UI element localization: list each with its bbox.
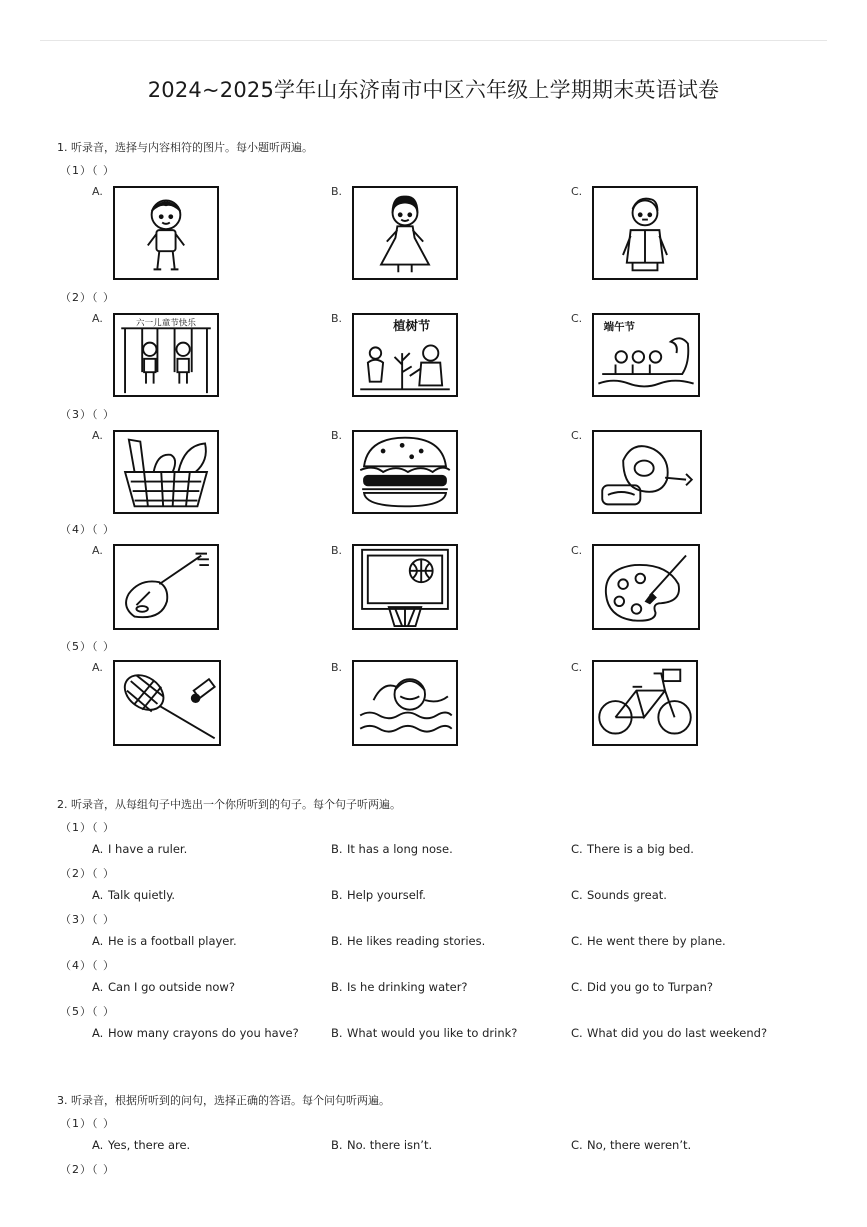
option-b[interactable]: B. No. there isn’t. [331, 1138, 433, 1152]
option-c[interactable]: C. He went there by plane. [571, 934, 726, 948]
option-a[interactable]: A. Talk quietly. [92, 888, 176, 902]
pipa-icon[interactable] [113, 544, 219, 630]
question-number: （3）（ ） [60, 913, 115, 926]
option-letter: A. [92, 429, 103, 442]
option-letter: A. [92, 661, 103, 674]
section-3-heading: 3. 听录音，根据所听到的问句，选择正确的答语。每个问句听两遍。 [57, 1094, 390, 1107]
question-number: （5）（ ） [60, 640, 115, 653]
basketball-hoop-icon[interactable] [352, 544, 458, 630]
question-number: （2）（ ） [60, 291, 115, 304]
option-letter: B. [331, 661, 343, 674]
option-a[interactable]: A. Yes, there are. [92, 1138, 191, 1152]
question-number: （2）（ ） [60, 867, 115, 880]
option-letter: A. [92, 185, 103, 198]
option-b[interactable]: B. Help yourself. [331, 888, 426, 902]
paint-palette-icon[interactable] [592, 544, 700, 630]
option-letter: C. [571, 544, 583, 557]
option-b[interactable]: B. It has a long nose. [331, 842, 453, 856]
option-c[interactable]: C. Did you go to Turpan? [571, 980, 714, 994]
bicycle-icon[interactable] [592, 660, 698, 746]
question-number: （1）（ ） [60, 821, 115, 834]
option-a[interactable]: A. How many crayons do you have? [92, 1026, 299, 1040]
option-letter: A. [92, 544, 103, 557]
bread-basket-icon[interactable] [113, 430, 219, 514]
tree-planting-day-icon[interactable] [352, 313, 458, 397]
top-divider [40, 40, 827, 41]
swimming-icon[interactable] [352, 660, 458, 746]
option-c[interactable]: C. No, there weren’t. [571, 1138, 692, 1152]
option-c[interactable]: C. What did you do last weekend? [571, 1026, 768, 1040]
question-number: （4）（ ） [60, 959, 115, 972]
question-number: （5）（ ） [60, 1005, 115, 1018]
dragon-boat-festival-icon[interactable] [592, 313, 700, 397]
badminton-icon[interactable] [113, 660, 221, 746]
option-letter: B. [331, 429, 343, 442]
picture-caption: 端午节 [603, 321, 636, 334]
option-letter: B. [331, 544, 343, 557]
option-b[interactable]: B. He likes reading stories. [331, 934, 486, 948]
option-letter: C. [571, 661, 583, 674]
question-number: （3）（ ） [60, 408, 115, 421]
meat-icon[interactable] [592, 430, 702, 514]
question-number: （4）（ ） [60, 523, 115, 536]
childrens-day-swing-icon[interactable] [113, 313, 219, 397]
boy-in-jacket-icon[interactable] [592, 186, 698, 280]
option-letter: B. [331, 185, 343, 198]
question-number: （2）（ ） [60, 1163, 115, 1176]
picture-caption: 植树节 [393, 319, 431, 334]
section-1-heading: 1. 听录音，选择与内容相符的图片。每小题听两遍。 [57, 141, 313, 154]
question-number: （1）（ ） [60, 1117, 115, 1130]
girl-in-dress-icon[interactable] [352, 186, 458, 280]
option-letter: C. [571, 185, 583, 198]
option-letter: A. [92, 312, 103, 325]
option-b[interactable]: B. Is he drinking water? [331, 980, 468, 994]
question-number: （1）（ ） [60, 164, 115, 177]
option-a[interactable]: A. Can I go outside now? [92, 980, 235, 994]
hamburger-icon[interactable] [352, 430, 458, 514]
boy-icon[interactable] [113, 186, 219, 280]
page-title: 2024~2025学年山东济南市中区六年级上学期期末英语试卷 [147, 78, 720, 102]
option-c[interactable]: C. Sounds great. [571, 888, 667, 902]
section-2-heading: 2. 听录音，从每组句子中选出一个你所听到的句子。每个句子听两遍。 [57, 798, 401, 811]
picture-caption: 六一儿童节快乐 [136, 318, 196, 329]
option-letter: C. [571, 429, 583, 442]
option-c[interactable]: C. There is a big bed. [571, 842, 694, 856]
option-b[interactable]: B. What would you like to drink? [331, 1026, 518, 1040]
option-letter: B. [331, 312, 343, 325]
option-letter: C. [571, 312, 583, 325]
option-a[interactable]: A. He is a football player. [92, 934, 237, 948]
option-a[interactable]: A. I have a ruler. [92, 842, 188, 856]
